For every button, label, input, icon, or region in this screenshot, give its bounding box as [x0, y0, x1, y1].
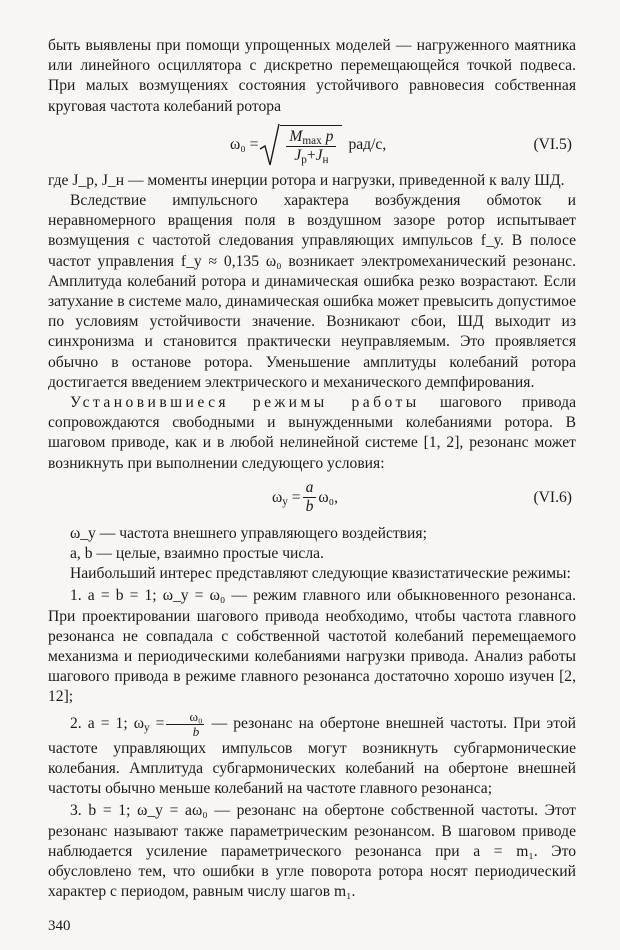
eq1-radicand — [280, 125, 342, 165]
definition-omega-y: ω_у — частота внешнего управляющего воздействия; — [70, 524, 427, 542]
mode-item-1: 1. a = b = 1; ω_у = ω₀ — режим главного или обыкновенного резонанса. При проектировании шагового привода необходимо, чтобы частота главного резонанса не совпадала с собственной частотой колебаний перемещаемого механизма и периодическими колебаниями нагрузки привода. Анализ работы шагового привода в режиме главного резонанса достаточно хорошо изучен [2, 12]; — [48, 587, 576, 706]
radical-sign-icon — [258, 123, 280, 167]
equation-vi-6 — [48, 478, 576, 518]
eq2-denominator: b — [305, 498, 314, 516]
paragraph-excitation: Вследствие импульсного характера возбуждения обмоток и неравномерного вращения поля в воздушном зазоре ротор испытывает возмущения с частотой следования управляющих импульсов f_у. В полосе частот управления f_у ≈ 0,135 ω₀ возникает электромеханический резонанс. Амплитуда колебаний ротора и динамическая ошибка резко возрастают. Если затухание в системе мало, динамическая ошибка может превысить допустимое по условиям устойчивости значение. Возникают сбои, ШД выходит из синхронизма и становится практически неуправляемым. Это проявляется обычно в останове ротора. Уменьшение амплитуды колебаний ротора достигается введением электрического и механического демпфирования. — [48, 192, 576, 391]
paragraph-steady-modes — [48, 393, 576, 474]
eq1-fraction — [286, 128, 336, 165]
paragraph-steady-modes-rest: шагового привода сопровождаются свободными и вынужденными колебаниями ротора. В шаговом приводе, как и в любой нелинейной системе [1, 2], резонанс может возникнуть при выполнении следующего условия: — [48, 394, 576, 472]
eq2-numerator: a — [303, 479, 317, 498]
body-text — [48, 36, 576, 902]
eq1-numerator: $M_{max}$ p — [286, 128, 336, 147]
definitions-list — [48, 524, 576, 564]
eq2-number: (VI.6) — [533, 488, 572, 506]
item2-fraction: $\frac{\text{ω₀}}{b}$ — [166, 710, 203, 739]
eq1-unit: рад/с, — [348, 135, 387, 153]
modes-list — [48, 586, 576, 902]
mode-item-3: 3. b = 1; ω_у = aω₀ — резонанс на обертоне собственной частоты. Этот резонанс называют также параметрическим резонансом. В шаговом приводе наблюдается усиление параметрического резонанса при a = m₁. Это обусловлено тем, что ошибки в угле поворота ротора носят периодический характер с периодом, равным числу шагов m₁. — [48, 802, 576, 901]
eq1-number: (VI.5) — [533, 135, 572, 153]
definition-a-b: a, b — целые, взаимно простые числа. — [70, 545, 324, 563]
eq2-fraction — [303, 479, 317, 516]
eq1-lhs: ω₀ = — [230, 135, 259, 153]
eq2-lhs: $\omega_у$ = — [272, 488, 301, 508]
paragraph-where-inertia: где J_р, J_н — моменты инерции ротора и нагрузки, приведенной к валу ШД. — [48, 171, 565, 189]
page-number: 340 — [48, 918, 71, 934]
equation-vi-5 — [48, 123, 576, 167]
paragraph-intro: быть выявлены при помощи упрощенных моделей — нагруженного маятника или линейного осциллятора с дискретно перемещающейся точкой подвеса. При малых возмущениях состояния устойчивого равновесия собственная круговая частота колебаний ротора — [48, 37, 576, 115]
eq2-tail: ω₀, — [318, 488, 338, 506]
spaced-heading-text: Установившиеся режимы работы — [70, 394, 420, 412]
mode-item-2: 2. a = 1; $\omega_у$ = $\frac{\text{ω₀}}{b}$ — резонанс на обертоне внешней частоты. При этой частоте управляющих импульсов могут возникнуть субгармонические колебания. Амплитуда субгармонических колебаний на обертоне внешней частоты обычно меньше колебаний на частоте главного резонанса; — [48, 708, 576, 798]
eq1-sqrt — [258, 123, 342, 167]
paragraph-quasistatic: Наибольший интерес представляют следующие квазистатические режимы: — [70, 565, 571, 583]
eq1-denominator: $J_р+J_н$ — [294, 146, 329, 166]
